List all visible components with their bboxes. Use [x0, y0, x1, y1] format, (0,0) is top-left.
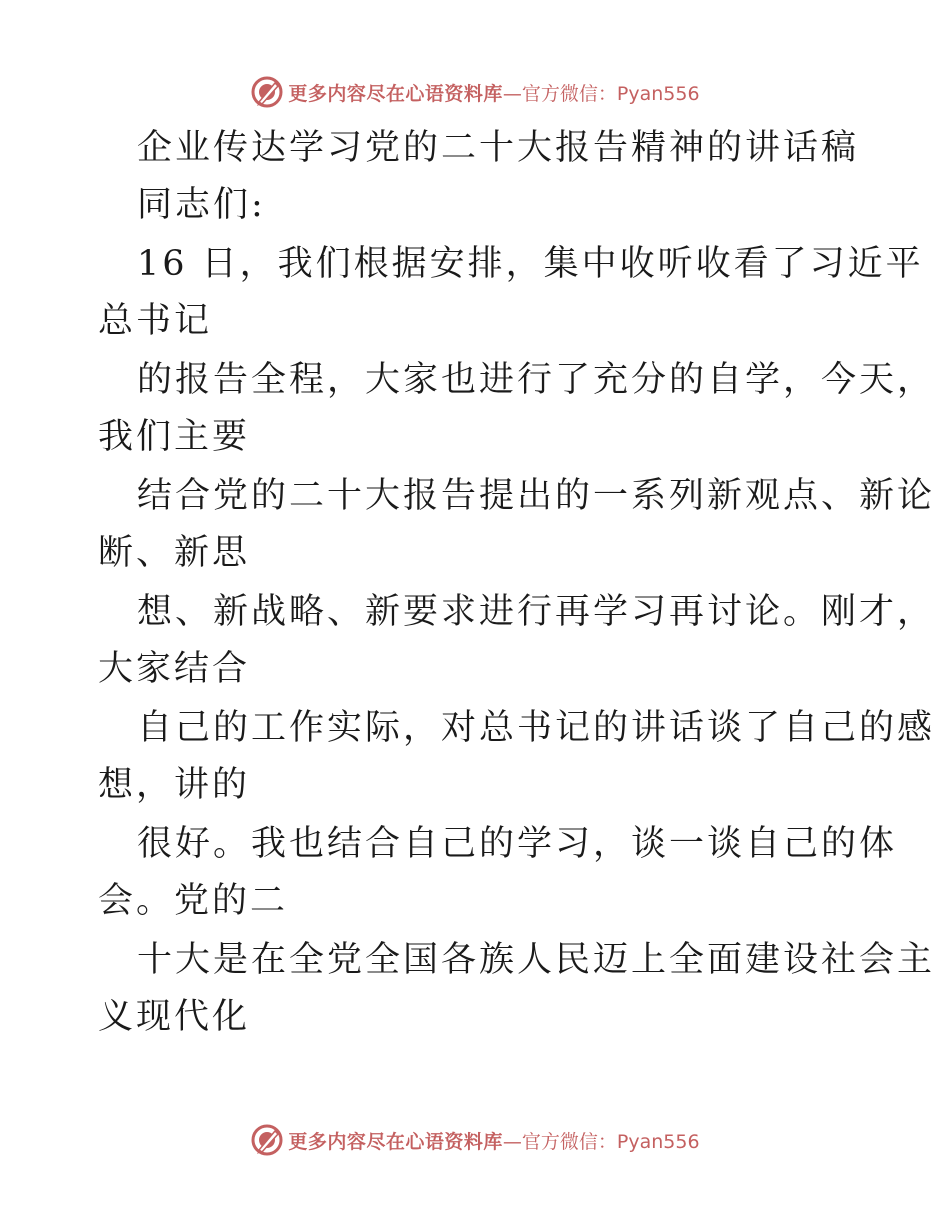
paragraph-line: 结合党的二十大报告提出的一系列新观点、新论: [137, 476, 936, 516]
paragraph-line: 16 日，我们根据安排，集中收听收看了习近平: [137, 244, 924, 284]
paragraph-line: 我们主要: [98, 417, 251, 457]
footer-watermark-left-text: 更多内容尽在心语资料库: [288, 1130, 503, 1153]
paragraph-line: 大家结合: [98, 649, 251, 689]
header-watermark-left-text: 更多内容尽在心语资料库: [288, 82, 503, 105]
header-watermark-right-text: —官方微信：Pyan556: [502, 82, 700, 105]
salutation: 同志们:: [137, 185, 266, 225]
document-title: 企业传达学习党的二十大报告精神的讲话稿: [137, 128, 860, 168]
paragraph-line: 想，讲的: [98, 765, 251, 805]
pen-logo-icon: [250, 75, 284, 109]
paragraph-line: 义现代化: [98, 997, 251, 1037]
header-watermark: [0, 72, 950, 112]
footer-watermark: [0, 1120, 950, 1160]
paragraph-line: 很好。我也结合自己的学习，谈一谈自己的体: [137, 824, 898, 864]
paragraph-line: 会。党的二: [98, 881, 289, 921]
paragraph-line: 断、新思: [98, 533, 251, 573]
paragraph-line: 自己的工作实际，对总书记的讲话谈了自己的感: [137, 708, 936, 748]
pen-logo-icon: [250, 1123, 284, 1157]
paragraph-line: 总书记: [98, 301, 213, 341]
paragraph-line: 想、新战略、新要求进行再学习再讨论。刚才，: [137, 592, 936, 632]
footer-watermark-right-text: —官方微信：Pyan556: [502, 1130, 700, 1153]
paragraph-line: 的报告全程，大家也进行了充分的自学，今天，: [137, 360, 936, 400]
paragraph-line: 十大是在全党全国各族人民迈上全面建设社会主: [137, 940, 936, 980]
